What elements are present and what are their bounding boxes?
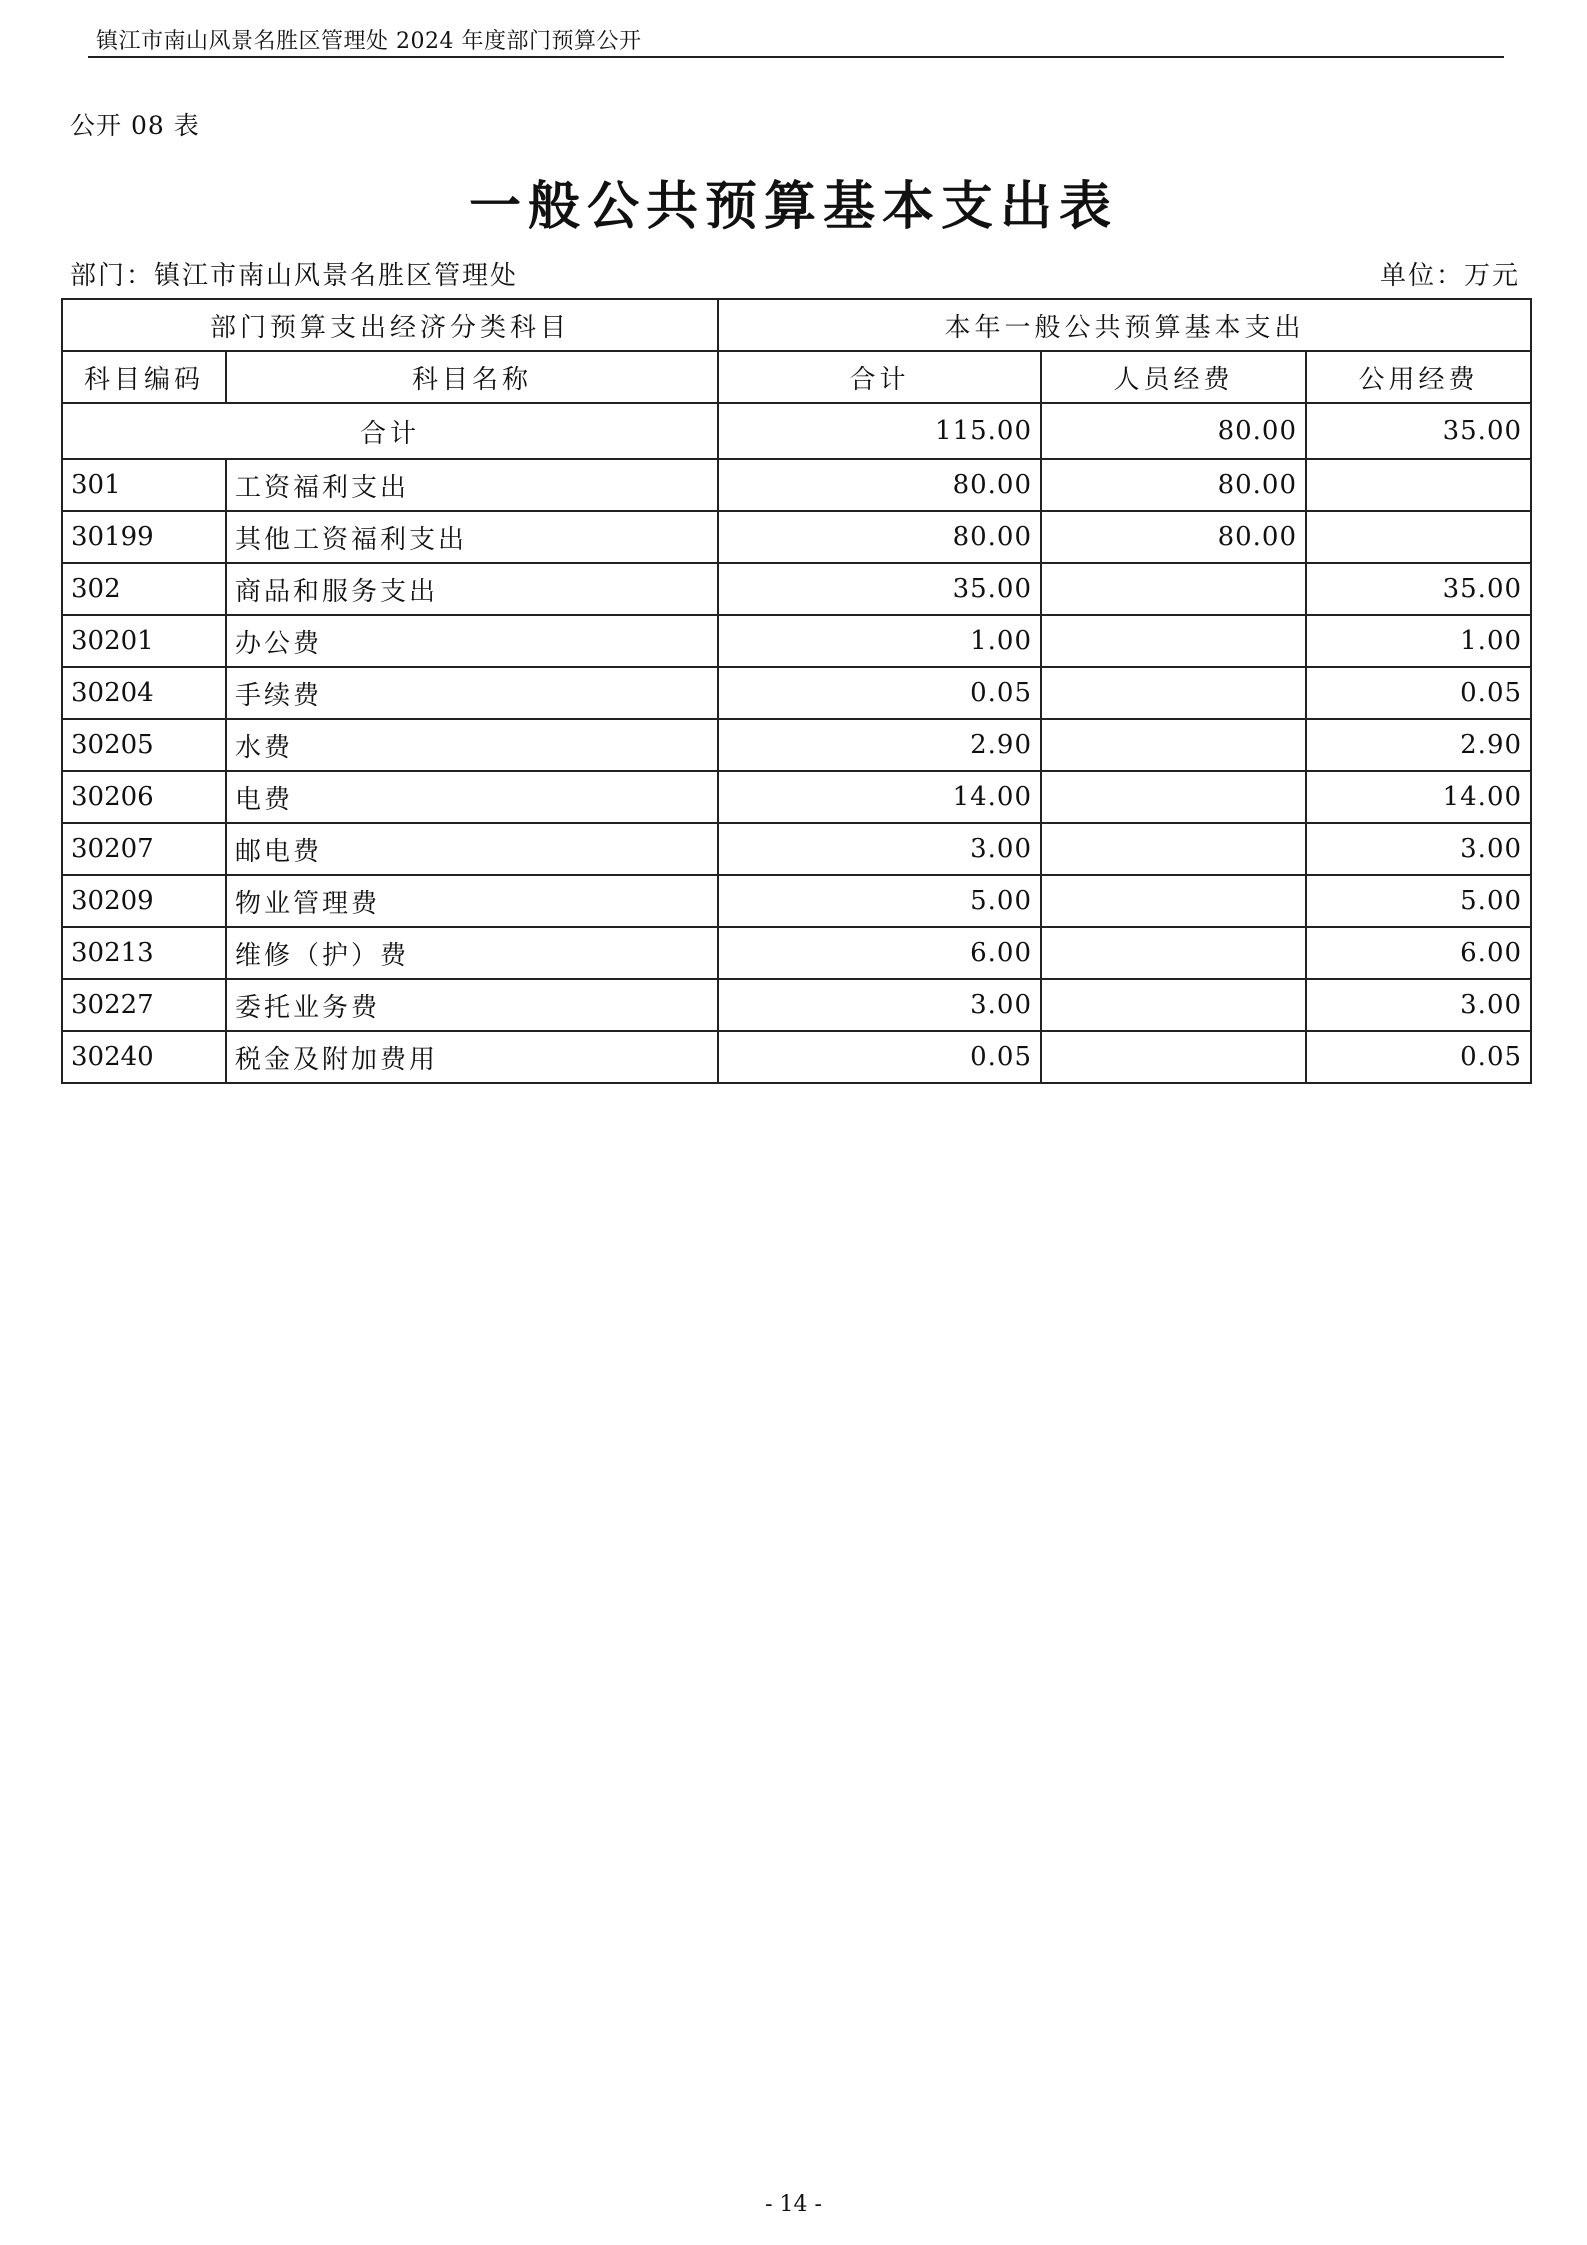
row-total-cell: 80.00 (718, 511, 1041, 563)
row-code-cell: 30199 (62, 511, 226, 563)
table-row (62, 615, 1531, 667)
table-row (62, 875, 1531, 927)
row-code-cell: 30209 (62, 875, 226, 927)
row-personnel-cell: 80.00 (1041, 459, 1306, 511)
row-personnel-cell (1041, 771, 1306, 823)
table-row (62, 927, 1531, 979)
table-row (62, 563, 1531, 615)
row-public-cell: 2.90 (1306, 719, 1531, 771)
row-name-cell: 物业管理费 (226, 875, 718, 927)
row-public-cell: 14.00 (1306, 771, 1531, 823)
header-rule (88, 56, 1504, 58)
row-name-cell: 商品和服务支出 (226, 563, 718, 615)
row-personnel-cell (1041, 875, 1306, 927)
row-public-cell: 5.00 (1306, 875, 1531, 927)
row-code-cell: 30201 (62, 615, 226, 667)
row-total-cell: 80.00 (718, 459, 1041, 511)
table-row (62, 823, 1531, 875)
group-header-classification: 部门预算支出经济分类科目 (62, 299, 718, 351)
row-name-cell: 税金及附加费用 (226, 1031, 718, 1083)
row-public-cell: 6.00 (1306, 927, 1531, 979)
row-personnel-cell (1041, 667, 1306, 719)
row-total-cell: 35.00 (718, 563, 1041, 615)
row-name-cell: 电费 (226, 771, 718, 823)
row-public-cell: 1.00 (1306, 615, 1531, 667)
unit-label: 单位：万元 (1379, 261, 1520, 291)
table-row (62, 511, 1531, 563)
row-total-cell: 3.00 (718, 823, 1041, 875)
row-name-cell: 维修（护）费 (226, 927, 718, 979)
total-public: 35.00 (1306, 403, 1531, 459)
row-public-cell: 35.00 (1306, 563, 1531, 615)
row-name-cell: 水费 (226, 719, 718, 771)
row-total-cell: 2.90 (718, 719, 1041, 771)
row-name-cell: 工资福利支出 (226, 459, 718, 511)
row-code-cell: 30205 (62, 719, 226, 771)
row-total-cell: 1.00 (718, 615, 1041, 667)
row-personnel-cell (1041, 1031, 1306, 1083)
row-personnel-cell (1041, 719, 1306, 771)
total-label: 合计 (62, 403, 718, 459)
row-total-cell: 0.05 (718, 667, 1041, 719)
row-code-cell: 30206 (62, 771, 226, 823)
total-personnel: 80.00 (1041, 403, 1306, 459)
row-public-cell: 0.05 (1306, 667, 1531, 719)
table-row (62, 459, 1531, 511)
column-header-code: 科目编码 (62, 351, 226, 403)
row-total-cell: 14.00 (718, 771, 1041, 823)
department-label: 部门：镇江市南山风景名胜区管理处 (70, 261, 519, 291)
row-total-cell: 3.00 (718, 979, 1041, 1031)
row-name-cell: 办公费 (226, 615, 718, 667)
row-personnel-cell (1041, 823, 1306, 875)
row-public-cell: 0.05 (1306, 1031, 1531, 1083)
row-personnel-cell: 80.00 (1041, 511, 1306, 563)
row-code-cell: 30207 (62, 823, 226, 875)
row-personnel-cell (1041, 927, 1306, 979)
column-header-total: 合计 (718, 351, 1041, 403)
running-header: 镇江市南山风景名胜区管理处 2024 年度部门预算公开 (96, 29, 642, 54)
row-personnel-cell (1041, 979, 1306, 1031)
page-number: - 14 - (765, 2192, 822, 2217)
table-group-header-row (62, 299, 1531, 351)
row-code-cell: 30204 (62, 667, 226, 719)
row-public-cell: 3.00 (1306, 823, 1531, 875)
row-total-cell: 5.00 (718, 875, 1041, 927)
group-header-basic-expenditure: 本年一般公共预算基本支出 (718, 299, 1531, 351)
page-title: 一般公共预算基本支出表 (468, 176, 1118, 237)
row-public-cell: 3.00 (1306, 979, 1531, 1031)
table-row (62, 1031, 1531, 1083)
row-name-cell: 其他工资福利支出 (226, 511, 718, 563)
row-code-cell: 30240 (62, 1031, 226, 1083)
table-row (62, 719, 1531, 771)
budget-table (61, 298, 1532, 1084)
row-code-cell: 302 (62, 563, 226, 615)
table-row (62, 667, 1531, 719)
row-code-cell: 301 (62, 459, 226, 511)
table-column-header-row (62, 351, 1531, 403)
table-number: 公开 08 表 (70, 111, 200, 140)
row-name-cell: 邮电费 (226, 823, 718, 875)
column-header-personnel: 人员经费 (1041, 351, 1306, 403)
row-name-cell: 手续费 (226, 667, 718, 719)
row-public-cell (1306, 511, 1531, 563)
row-total-cell: 6.00 (718, 927, 1041, 979)
row-personnel-cell (1041, 563, 1306, 615)
table-row (62, 771, 1531, 823)
row-public-cell (1306, 459, 1531, 511)
total-amount: 115.00 (718, 403, 1041, 459)
total-row (62, 403, 1531, 459)
row-total-cell: 0.05 (718, 1031, 1041, 1083)
column-header-public: 公用经费 (1306, 351, 1531, 403)
table-row (62, 979, 1531, 1031)
row-name-cell: 委托业务费 (226, 979, 718, 1031)
row-code-cell: 30227 (62, 979, 226, 1031)
row-code-cell: 30213 (62, 927, 226, 979)
row-personnel-cell (1041, 615, 1306, 667)
column-header-name: 科目名称 (226, 351, 718, 403)
